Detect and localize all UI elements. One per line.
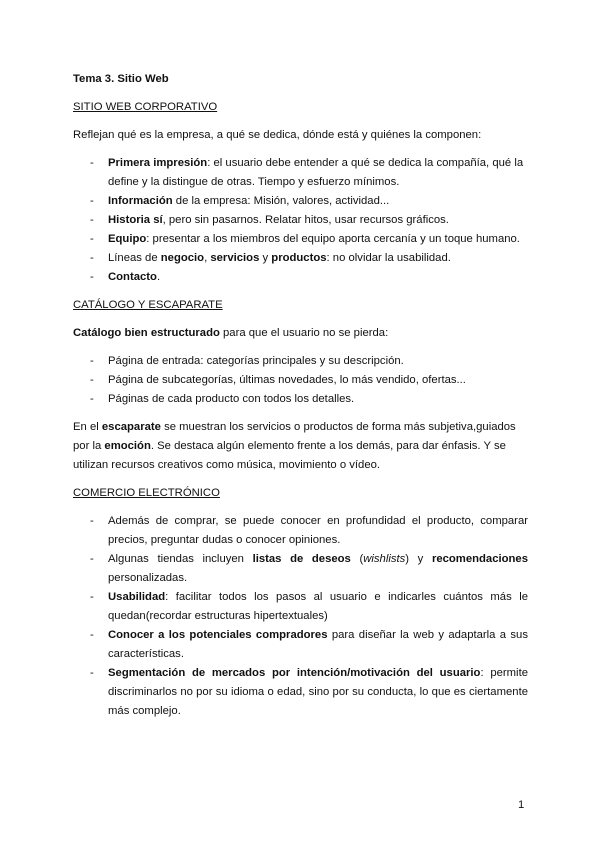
item-text: : presentar a los miembros del equipo aporta cercanía y un toque humano. bbox=[146, 233, 520, 245]
corporativo-list bbox=[73, 154, 528, 287]
item-text: Página de subcategorías, últimas novedades, lo más vendido, ofertas... bbox=[108, 374, 466, 386]
item-text: : permite discriminarlos no por su idioma o edad, sino por su conducta, lo que es ciertamente más complejo. bbox=[108, 667, 528, 717]
intro-text: para que el usuario no se pierda: bbox=[219, 327, 389, 339]
list-item bbox=[73, 550, 528, 588]
section-heading-corporativo: SITIO WEB CORPORATIVO bbox=[73, 101, 218, 113]
item-text: y bbox=[259, 252, 272, 264]
item-text: : no olvidar la usabilidad. bbox=[326, 252, 451, 264]
item-text: , bbox=[204, 252, 211, 264]
item-text: Página de entrada: categorías principales y su descripción. bbox=[108, 355, 404, 367]
para-bold: emoción bbox=[104, 440, 151, 452]
bullet-dash: - bbox=[90, 157, 94, 169]
item-bold: recomendaciones bbox=[431, 553, 528, 565]
list-item bbox=[73, 390, 528, 409]
list-item bbox=[73, 626, 528, 664]
bullet-dash: - bbox=[90, 515, 94, 527]
item-bold: servicios bbox=[210, 252, 260, 264]
comercio-list bbox=[73, 512, 528, 721]
bullet-dash: - bbox=[90, 629, 94, 641]
bullet-dash: - bbox=[90, 233, 94, 245]
bullet-dash: - bbox=[90, 271, 94, 283]
item-text: : el usuario debe entender a qué se dedica la compañía, qué la define y la distingue de otras. Tiempo y esfuerzo mínimos. bbox=[108, 157, 524, 188]
item-bold: listas de deseos bbox=[252, 553, 351, 565]
bullet-dash: - bbox=[90, 553, 94, 565]
page-number: 1 bbox=[518, 799, 525, 811]
list-item bbox=[73, 664, 528, 721]
item-bold: Usabilidad bbox=[108, 591, 166, 603]
section-intro: Reflejan qué es la empresa, a qué se dedica, dónde está y quiénes la componen: bbox=[73, 129, 482, 141]
list-item bbox=[73, 211, 528, 230]
item-bold: Segmentación de mercados por intención/motivación del usuario bbox=[108, 667, 481, 679]
bullet-dash: - bbox=[90, 355, 94, 367]
bullet-dash: - bbox=[90, 195, 94, 207]
item-text: Líneas de bbox=[108, 252, 161, 264]
list-item bbox=[73, 371, 528, 390]
item-bold: Equipo bbox=[108, 233, 147, 245]
document-title: Tema 3. Sitio Web bbox=[73, 73, 169, 85]
item-bold: productos bbox=[271, 252, 327, 264]
item-text: , pero sin pasarnos. Relatar hitos, usar recursos gráficos. bbox=[162, 214, 449, 226]
bullet-dash: - bbox=[90, 591, 94, 603]
item-text: de la empresa: Misión, valores, actividad... bbox=[172, 195, 390, 207]
list-item bbox=[73, 268, 528, 287]
item-text: Algunas tiendas incluyen bbox=[108, 553, 253, 565]
para-text: . Se destaca algún elemento frente a los demás, para dar énfasis. Y se utilizan recursos creativos como música, movimiento o vídeo. bbox=[73, 440, 506, 471]
item-text: para diseñar la web y adaptarla a sus características. bbox=[108, 629, 528, 660]
item-text: ( bbox=[350, 553, 364, 565]
list-item bbox=[73, 512, 528, 550]
list-item bbox=[73, 154, 528, 192]
bullet-dash: - bbox=[90, 214, 94, 226]
para-text: se muestran los servicios o productos de forma más subjetiva,guiados por la bbox=[73, 421, 516, 452]
item-bold: Conocer a los potenciales compradores bbox=[108, 629, 328, 641]
item-bold: Primera impresión bbox=[108, 157, 208, 169]
item-text: Páginas de cada producto con todos los detalles. bbox=[108, 393, 355, 405]
item-text: ) y bbox=[405, 553, 432, 565]
section-heading-comercio: COMERCIO ELECTRÓNICO bbox=[73, 487, 220, 499]
intro-bold: Catálogo bien estructurado bbox=[73, 327, 220, 339]
catalogo-list bbox=[73, 352, 528, 409]
item-text: personalizadas. bbox=[108, 572, 188, 584]
para-text: En el bbox=[73, 421, 102, 433]
escaparate-paragraph bbox=[73, 418, 528, 475]
item-bold: Información bbox=[108, 195, 173, 207]
item-text: . bbox=[156, 271, 161, 283]
item-italic: wishlists bbox=[363, 553, 406, 565]
item-text: : facilitar todos los pasos al usuario e indicarles cuántos más le quedan(recordar estructuras hipertextuales) bbox=[108, 591, 528, 622]
list-item bbox=[73, 192, 528, 211]
item-bold: Historia sí bbox=[108, 214, 163, 226]
para-bold: escaparate bbox=[101, 421, 161, 433]
list-item bbox=[73, 249, 528, 268]
bullet-dash: - bbox=[90, 252, 94, 264]
bullet-dash: - bbox=[90, 374, 94, 386]
item-bold: Contacto bbox=[108, 271, 157, 283]
list-item bbox=[73, 352, 528, 371]
bullet-dash: - bbox=[90, 667, 94, 679]
item-bold: negocio bbox=[160, 252, 205, 264]
section-heading-catalogo: CATÁLOGO Y ESCAPARATE bbox=[73, 299, 223, 311]
list-item bbox=[73, 588, 528, 626]
list-item bbox=[73, 230, 528, 249]
section-intro bbox=[73, 324, 528, 343]
document-page bbox=[73, 70, 528, 730]
item-text: Además de comprar, se puede conocer en profundidad el producto, comparar precios, preguntar dudas o conocer opiniones. bbox=[108, 515, 528, 546]
bullet-dash: - bbox=[90, 393, 94, 405]
